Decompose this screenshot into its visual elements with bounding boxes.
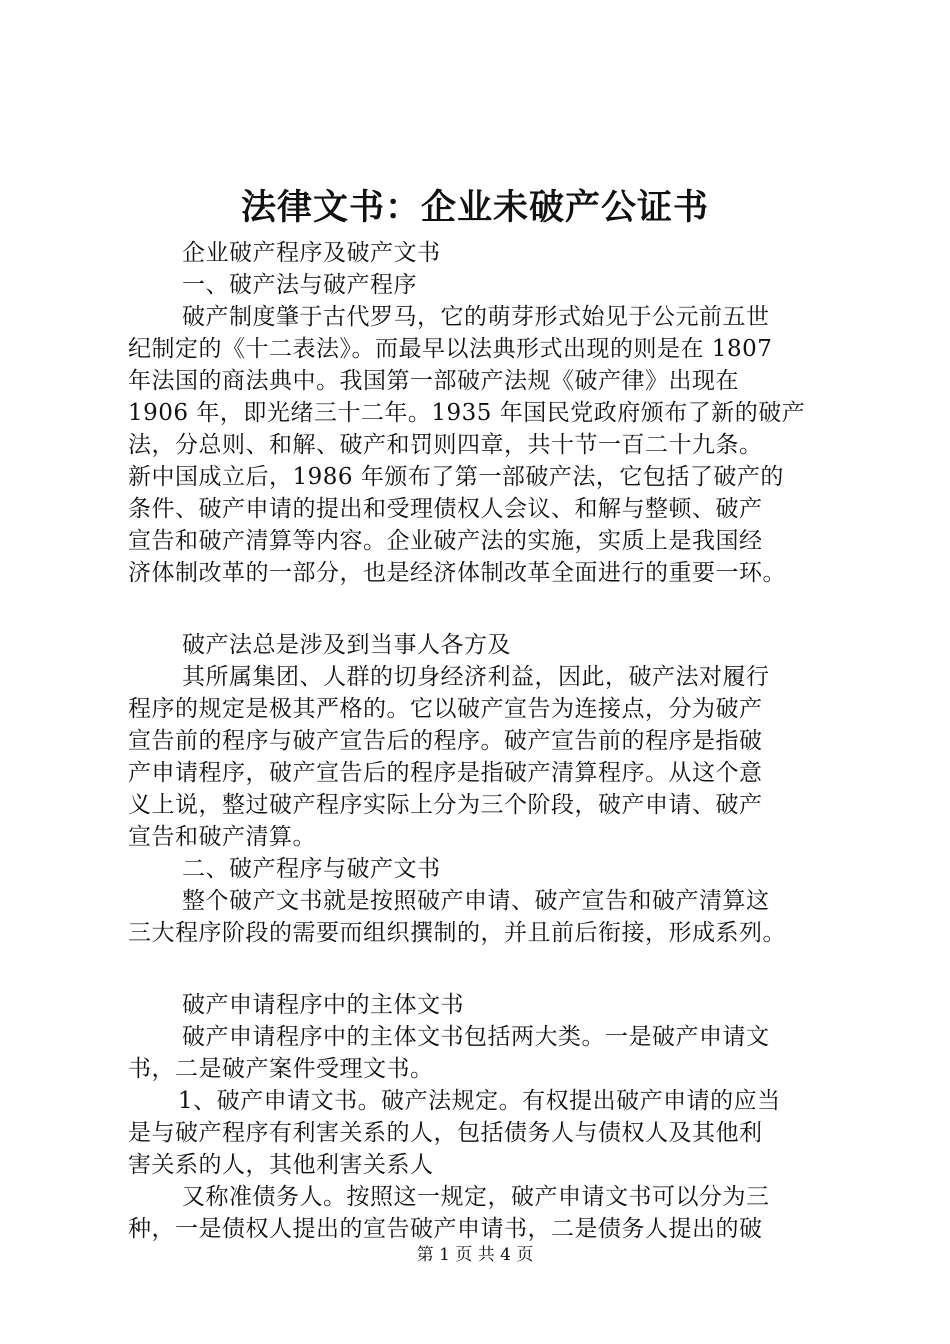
paragraph-line: 宣告前的程序与破产宣告后的程序。破产宣告前的程序是指破 xyxy=(128,728,763,754)
paragraph-line: 又称准债务人。按照这一规定，破产申请文书可以分为三 xyxy=(182,1184,770,1210)
paragraph-line: 破产申请程序中的主体文书包括两大类。一是破产申请文 xyxy=(182,1024,770,1050)
paragraph-line: 1906 年，即光绪三十二年。1935 年国民党政府颁布了新的破产 xyxy=(128,400,806,426)
document-body xyxy=(128,237,840,1245)
subheading-line: 企业破产程序及破产文书 xyxy=(182,240,441,266)
paragraph-line: 其所属集团、人群的切身经济利益，因此，破产法对履行 xyxy=(182,664,770,690)
section-heading: 一、破产法与破产程序 xyxy=(182,272,417,298)
paragraph-line: 书，二是破产案件受理文书。 xyxy=(128,1056,434,1082)
subheading-line: 破产申请程序中的主体文书 xyxy=(182,992,464,1018)
numbered-item-line: 1、破产申请文书。破产法规定。有权提出破产申请的应当 xyxy=(178,1088,781,1114)
paragraph-gap xyxy=(128,949,840,989)
paragraph-line: 整个破产文书就是按照破产申请、破产宣告和破产清算这 xyxy=(182,888,770,914)
paragraph-line: 种，一是债权人提出的宣告破产申请书，二是债务人提出的破 xyxy=(128,1216,763,1242)
paragraph-line: 宣告和破产清算。 xyxy=(128,824,316,850)
paragraph-line: 条件、破产申请的提出和受理债权人会议、和解与整顿、破产 xyxy=(128,496,763,522)
paragraph-line: 产申请程序，破产宣告后的程序是指破产清算程序。从这个意 xyxy=(128,760,763,786)
paragraph-line: 程序的规定是极其严格的。它以破产宣告为连接点，分为破产 xyxy=(128,696,763,722)
paragraph-line: 年法国的商法典中。我国第一部破产法规《破产律》出现在 xyxy=(128,368,739,394)
paragraph-line: 法，分总则、和解、破产和罚则四章，共十节一百二十九条。 xyxy=(128,432,763,458)
document-title: 法律文书：企业未破产公证书 xyxy=(240,187,709,228)
paragraph-line: 三大程序阶段的需要而组织撰制的，并且前后衔接，形成系列。 xyxy=(128,920,786,946)
paragraph-gap xyxy=(128,589,840,629)
paragraph-line: 宣告和破产清算等内容。企业破产法的实施，实质上是我国经 xyxy=(128,528,763,554)
paragraph-line: 新中国成立后，1986 年颁布了第一部破产法，它包括了破产的 xyxy=(128,464,784,490)
paragraph-line: 纪制定的《十二表法》。而最早以法典形式出现的则是在 1807 xyxy=(128,336,773,362)
paragraph-line: 义上说，整过破产程序实际上分为三个阶段，破产申请、破产 xyxy=(128,792,763,818)
section-heading: 二、破产程序与破产文书 xyxy=(182,856,441,882)
paragraph-line: 济体制改革的一部分，也是经济体制改革全面进行的重要一环。 xyxy=(128,560,786,586)
paragraph-line: 破产制度肇于古代罗马，它的萌芽形式始见于公元前五世 xyxy=(182,304,770,330)
subheading-line: 破产法总是涉及到当事人各方及 xyxy=(182,632,511,658)
paragraph-line: 是与破产程序有利害关系的人，包括债务人与债权人及其他利 xyxy=(128,1120,763,1146)
paragraph-line: 害关系的人，其他利害关系人 xyxy=(128,1152,434,1178)
page-number-footer: 第 1 页 共 4 页 xyxy=(416,1245,534,1265)
